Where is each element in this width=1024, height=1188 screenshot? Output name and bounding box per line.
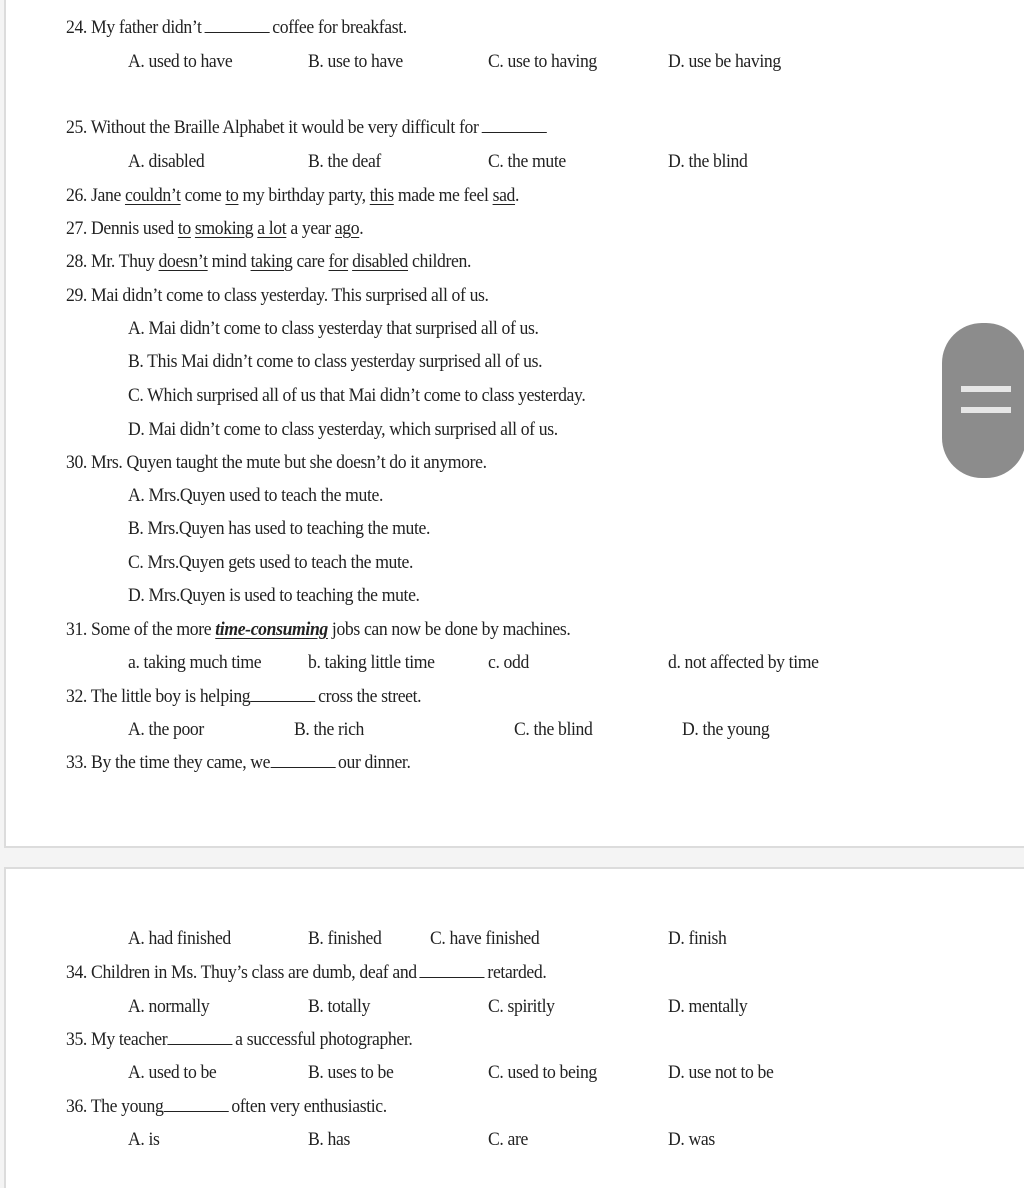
option-34-b[interactable]: B. totally bbox=[308, 996, 371, 1017]
question-26 bbox=[66, 185, 519, 207]
emphasized-word: time-consuming bbox=[215, 619, 328, 640]
text-segment: come bbox=[180, 185, 226, 206]
option-24-d[interactable]: D. use be having bbox=[668, 51, 781, 72]
question-24: 24. My father didn’t coffee for breakfast. bbox=[66, 17, 407, 38]
scroll-drag-handle[interactable] bbox=[942, 323, 1024, 478]
option-36-a[interactable]: A. is bbox=[128, 1129, 160, 1150]
text-segment: care bbox=[292, 251, 329, 272]
underlined-segment: ago bbox=[334, 218, 360, 239]
underlined-segment: smoking bbox=[194, 218, 254, 239]
question-34: 34. Children in Ms. Thuy’s class are dumb, deaf and retarded. bbox=[66, 962, 547, 983]
option-31-b[interactable]: b. taking little time bbox=[308, 652, 435, 673]
option-36-d[interactable]: D. was bbox=[668, 1129, 715, 1150]
question-33: 33. By the time they came, we our dinner. bbox=[66, 752, 411, 773]
question-25: 25. Without the Braille Alphabet it would be very difficult for bbox=[66, 117, 549, 139]
underlined-segment: a lot bbox=[257, 218, 287, 239]
option-33-b[interactable]: B. finished bbox=[308, 928, 382, 949]
question-30: 30. Mrs. Quyen taught the mute but she doesn’t do it anymore. bbox=[66, 452, 487, 473]
text-segment: made me feel bbox=[393, 185, 493, 206]
text-segment: my birthday party, bbox=[238, 185, 370, 206]
text-segment: Jane bbox=[91, 185, 125, 206]
underlined-segment: this bbox=[369, 185, 394, 206]
option-36-b[interactable]: B. has bbox=[308, 1129, 350, 1150]
answer-blank bbox=[163, 1110, 228, 1112]
option-29-d[interactable]: D. Mai didn’t come to class yesterday, which surprised all of us. bbox=[128, 419, 558, 440]
question-number: 28. bbox=[66, 251, 92, 272]
question-number: 26. bbox=[66, 185, 92, 206]
option-34-d[interactable]: D. mentally bbox=[668, 996, 748, 1017]
question-28 bbox=[66, 251, 471, 273]
text-segment: mind bbox=[207, 251, 251, 272]
question-27 bbox=[66, 218, 363, 240]
question-29: 29. Mai didn’t come to class yesterday. This surprised all of us. bbox=[66, 285, 489, 306]
underlined-segment: taking bbox=[250, 251, 293, 272]
question-36: 36. The young often very enthusiastic. bbox=[66, 1096, 387, 1117]
option-24-c[interactable]: C. use to having bbox=[488, 51, 597, 72]
text-segment: Dennis used bbox=[91, 218, 178, 239]
underlined-segment: disabled bbox=[352, 251, 409, 272]
option-24-b[interactable]: B. use to have bbox=[308, 51, 403, 72]
answer-blank bbox=[204, 31, 269, 33]
option-33-a[interactable]: A. had finished bbox=[128, 928, 231, 949]
underlined-segment: for bbox=[328, 251, 349, 272]
option-25-b[interactable]: B. the deaf bbox=[308, 151, 381, 172]
option-32-d[interactable]: D. the young bbox=[682, 719, 770, 740]
question-number: 27. bbox=[66, 218, 92, 239]
document-page-1 bbox=[4, 0, 1024, 848]
text-segment: . bbox=[359, 218, 364, 239]
answer-blank bbox=[481, 131, 546, 133]
option-31-c[interactable]: c. odd bbox=[488, 652, 529, 673]
document-page-2 bbox=[4, 867, 1024, 1188]
option-29-a[interactable]: A. Mai didn’t come to class yesterday that surprised all of us. bbox=[128, 318, 539, 339]
text-segment: Mr. Thuy bbox=[91, 251, 159, 272]
option-34-a[interactable]: A. normally bbox=[128, 996, 210, 1017]
text-segment: children. bbox=[408, 251, 472, 272]
option-35-d[interactable]: D. use not to be bbox=[668, 1062, 774, 1083]
underlined-segment: to bbox=[225, 185, 239, 206]
option-32-a[interactable]: A. the poor bbox=[128, 719, 204, 740]
option-24-a[interactable]: A. used to have bbox=[128, 51, 233, 72]
underlined-segment: doesn’t bbox=[158, 251, 208, 272]
text-segment: a year bbox=[286, 218, 335, 239]
option-32-b[interactable]: B. the rich bbox=[294, 719, 365, 740]
question-31: 31. Some of the more time-consuming jobs can now be done by machines. bbox=[66, 619, 571, 640]
underlined-segment: couldn’t bbox=[124, 185, 181, 206]
answer-blank bbox=[270, 766, 335, 768]
answer-blank bbox=[420, 976, 485, 978]
text-segment: . bbox=[515, 185, 520, 206]
option-34-c[interactable]: C. spiritly bbox=[488, 996, 555, 1017]
option-25-d[interactable]: D. the blind bbox=[668, 151, 748, 172]
option-30-c[interactable]: C. Mrs.Quyen gets used to teach the mute. bbox=[128, 552, 414, 573]
drag-handle-icon bbox=[961, 386, 1011, 392]
option-35-a[interactable]: A. used to be bbox=[128, 1062, 217, 1083]
answer-blank bbox=[167, 1043, 232, 1045]
option-30-a[interactable]: A. Mrs.Quyen used to teach the mute. bbox=[128, 485, 384, 506]
option-29-c[interactable]: C. Which surprised all of us that Mai didn’t come to class yesterday. bbox=[128, 385, 586, 406]
question-32: 32. The little boy is helping cross the street. bbox=[66, 686, 422, 707]
drag-handle-icon bbox=[961, 407, 1011, 413]
underlined-segment: to bbox=[177, 218, 191, 239]
question-35: 35. My teacher a successful photographer. bbox=[66, 1029, 413, 1050]
option-33-d[interactable]: D. finish bbox=[668, 928, 727, 949]
option-36-c[interactable]: C. are bbox=[488, 1129, 528, 1150]
option-30-b[interactable]: B. Mrs.Quyen has used to teaching the mute. bbox=[128, 518, 431, 539]
option-31-a[interactable]: a. taking much time bbox=[128, 652, 262, 673]
option-33-c[interactable]: C. have finished bbox=[430, 928, 540, 949]
option-29-b[interactable]: B. This Mai didn’t come to class yesterday surprised all of us. bbox=[128, 351, 543, 372]
option-25-a[interactable]: A. disabled bbox=[128, 151, 205, 172]
option-35-c[interactable]: C. used to being bbox=[488, 1062, 597, 1083]
option-25-c[interactable]: C. the mute bbox=[488, 151, 566, 172]
option-30-d[interactable]: D. Mrs.Quyen is used to teaching the mute. bbox=[128, 585, 420, 606]
answer-blank bbox=[250, 700, 315, 702]
underlined-segment: sad bbox=[492, 185, 516, 206]
option-35-b[interactable]: B. uses to be bbox=[308, 1062, 394, 1083]
option-31-d[interactable]: d. not affected by time bbox=[668, 652, 819, 673]
option-32-c[interactable]: C. the blind bbox=[514, 719, 593, 740]
